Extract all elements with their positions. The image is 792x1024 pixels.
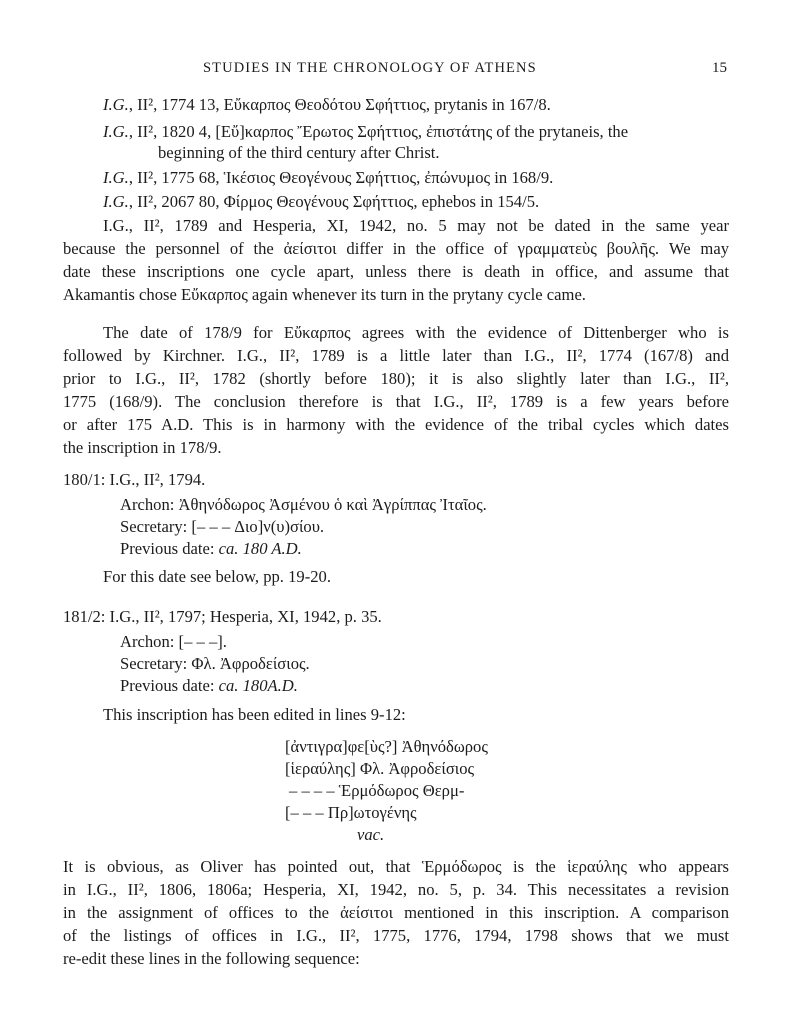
year-181-archon: Archon: [– – –]. (120, 632, 227, 651)
entry-1820: I.G., II², 1820 4, [Εὔ]καρπος Ἔρωτος Σφήττιος, ἐπιστάτης of the prytaneis, the (103, 122, 629, 141)
running-title: STUDIES IN THE CHRONOLOGY OF ATHENS (203, 60, 537, 76)
para1-line: date these inscriptions one cycle apart, unless there is death in office, and assume that (63, 262, 729, 281)
year-180-previous-date: Previous date: ca. 180 A.D. (120, 539, 302, 558)
year-180-secretary: Secretary: [– – – Διο]ν(υ)σίου. (120, 517, 325, 536)
para3-line: re-edit these lines in the following sequence: (63, 949, 360, 968)
para1-line: because the personnel of the ἀείσιτοι differ in the office of γραμματεὺς βουλῆς. We may (63, 239, 729, 258)
inscription-line: [– – – Πρ]ωτογένης (285, 803, 417, 822)
year-181-note: This inscription has been edited in lines 9-12: (103, 705, 406, 724)
year-181-previous-date: Previous date: ca. 180A.D. (120, 676, 298, 695)
year-181-heading: 181/2: I.G., II², 1797; Hesperia, XI, 1942, p. 35. (63, 607, 382, 626)
inscription-line: – – – – Ἑρμόδωρος Θερμ- (289, 781, 465, 800)
para3-line: of the listings of offices in I.G., II², 1775, 1776, 1794, 1798 shows that we must (63, 926, 729, 945)
entry-2067: I.G., II², 2067 80, Φίρμος Θεογένους Σφήττιος, ephebos in 154/5. (103, 192, 540, 211)
inscription-line: [ἱεραύλης] Φλ. Ἀφροδείσιος (285, 759, 475, 778)
entry-1775: I.G., II², 1775 68, Ἱκέσιος Θεογένους Σφήττιος, ἐπώνυμος in 168/9. (103, 168, 554, 187)
inscription-line: [ἀντιγρα]φε[ὺς?] Ἀθηνόδωρος (285, 737, 488, 756)
para2-line: The date of 178/9 for Εὔκαρπος agrees with the evidence of Dittenberger who is (103, 323, 729, 342)
entry-1774: I.G., II², 1774 13, Εὔκαρπος Θεοδότου Σφήττιος, prytanis in 167/8. (103, 95, 551, 114)
para3-line: in the assignment of offices to the ἀείσιτοι mentioned in this inscription. A comparison (63, 903, 729, 922)
year-180-heading: 180/1: I.G., II², 1794. (63, 470, 206, 489)
year-181-secretary: Secretary: Φλ. Ἀφροδείσιος. (120, 654, 310, 673)
inscription-vacat: vac. (357, 825, 385, 844)
para2-line: 1775 (168/9). The conclusion therefore is that I.G., II², 1789 is a few years before (63, 392, 729, 411)
year-180-note: For this date see below, pp. 19-20. (103, 567, 331, 586)
entry-1820-continuation: beginning of the third century after Christ. (158, 143, 440, 162)
para3-line: It is obvious, as Oliver has pointed out, that Ἑρμόδωρος is the ἱεραύλης who appears (63, 857, 729, 876)
para2-line: followed by Kirchner. I.G., II², 1789 is a little later than I.G., II², 1774 (167/8) and (63, 346, 729, 365)
para1-line: I.G., II², 1789 and Hesperia, XI, 1942, no. 5 may not be dated in the same year (103, 216, 729, 235)
page-number: 15 (712, 60, 727, 76)
running-header (0, 60, 792, 84)
para1-line: Akamantis chose Εὔκαρπος again whenever its turn in the prytany cycle came. (63, 285, 586, 304)
para2-line: the inscription in 178/9. (63, 438, 222, 457)
para3-line: in I.G., II², 1806, 1806a; Hesperia, XI, 1942, no. 5, p. 34. This necessitates a revision (63, 880, 729, 899)
year-180-archon: Archon: Ἀθηνόδωρος Ἀσμένου ὁ καὶ Ἀγρίππας Ἰταῖος. (120, 495, 487, 514)
para2-line: or after 175 A.D. This is in harmony with the evidence of the tribal cycles which dates (63, 415, 729, 434)
para2-line: prior to I.G., II², 1782 (shortly before 180); it is also slightly later than I.G., II², (63, 369, 729, 388)
